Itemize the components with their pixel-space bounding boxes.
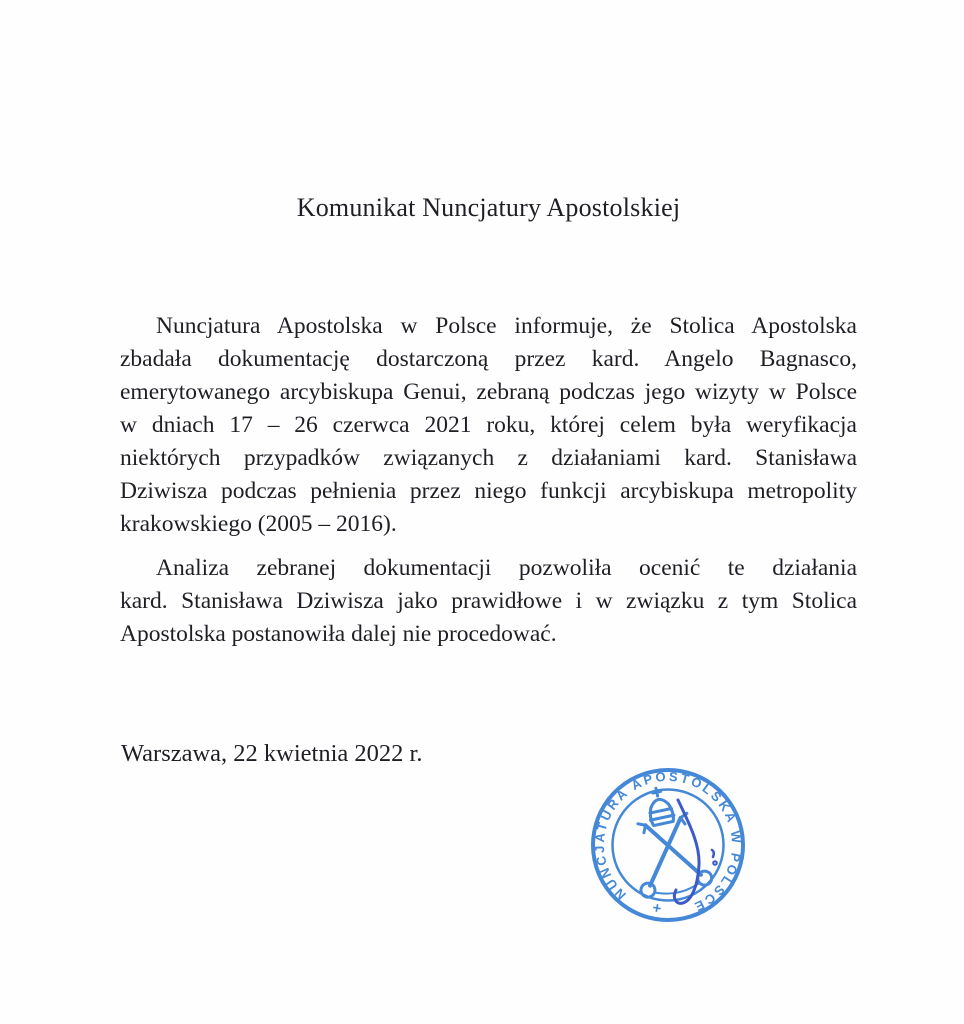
text-line: w dniach 17 – 26 czerwca 2021 roku, której celem była weryfikacja (120, 412, 857, 438)
place-date-line: Warszawa, 22 kwietnia 2022 r. (121, 740, 423, 767)
document-title: Komunikat Nuncjatury Apostolskiej (296, 193, 681, 222)
text-line: Nuncjatura Apostolska w Polsce informuje, że Stolica Apostolska (156, 313, 857, 339)
text-line: krakowskiego (2005 – 2016). (120, 511, 397, 537)
text-line: Apostolska postanowiła dalej nie procedować. (120, 621, 557, 647)
text-line: niektórych przypadków związanych z działaniami kard. Stanisława (120, 445, 857, 471)
nunciature-stamp (580, 757, 756, 933)
stamp-plus-symbol: + (651, 898, 663, 917)
stamp-ring-text: NUNCJATURA APOSTOLSKA W POLSCE (591, 768, 745, 916)
text-line: emerytowanego arcybiskupa Genui, zebraną podczas jego wizyty w Polsce (120, 379, 857, 405)
stamp-ring (580, 757, 756, 932)
text-line: kard. Stanisława Dziwisza jako prawidłowe i w związku z tym Stolica (120, 588, 857, 614)
text-line: zbadała dokumentację dostarczoną przez kard. Angelo Bagnasco, (120, 346, 857, 372)
crossed-keys-icon (627, 811, 713, 900)
text-line: Dziwisza podczas pełnienia przez niego funkcji arcybiskupa metropolity (120, 478, 857, 504)
paragraph (120, 552, 857, 651)
text-line: Analiza zebranej dokumentacji pozwoliła ocenić te działania (156, 555, 857, 581)
paragraph (120, 310, 857, 541)
signature-stroke (674, 800, 716, 903)
